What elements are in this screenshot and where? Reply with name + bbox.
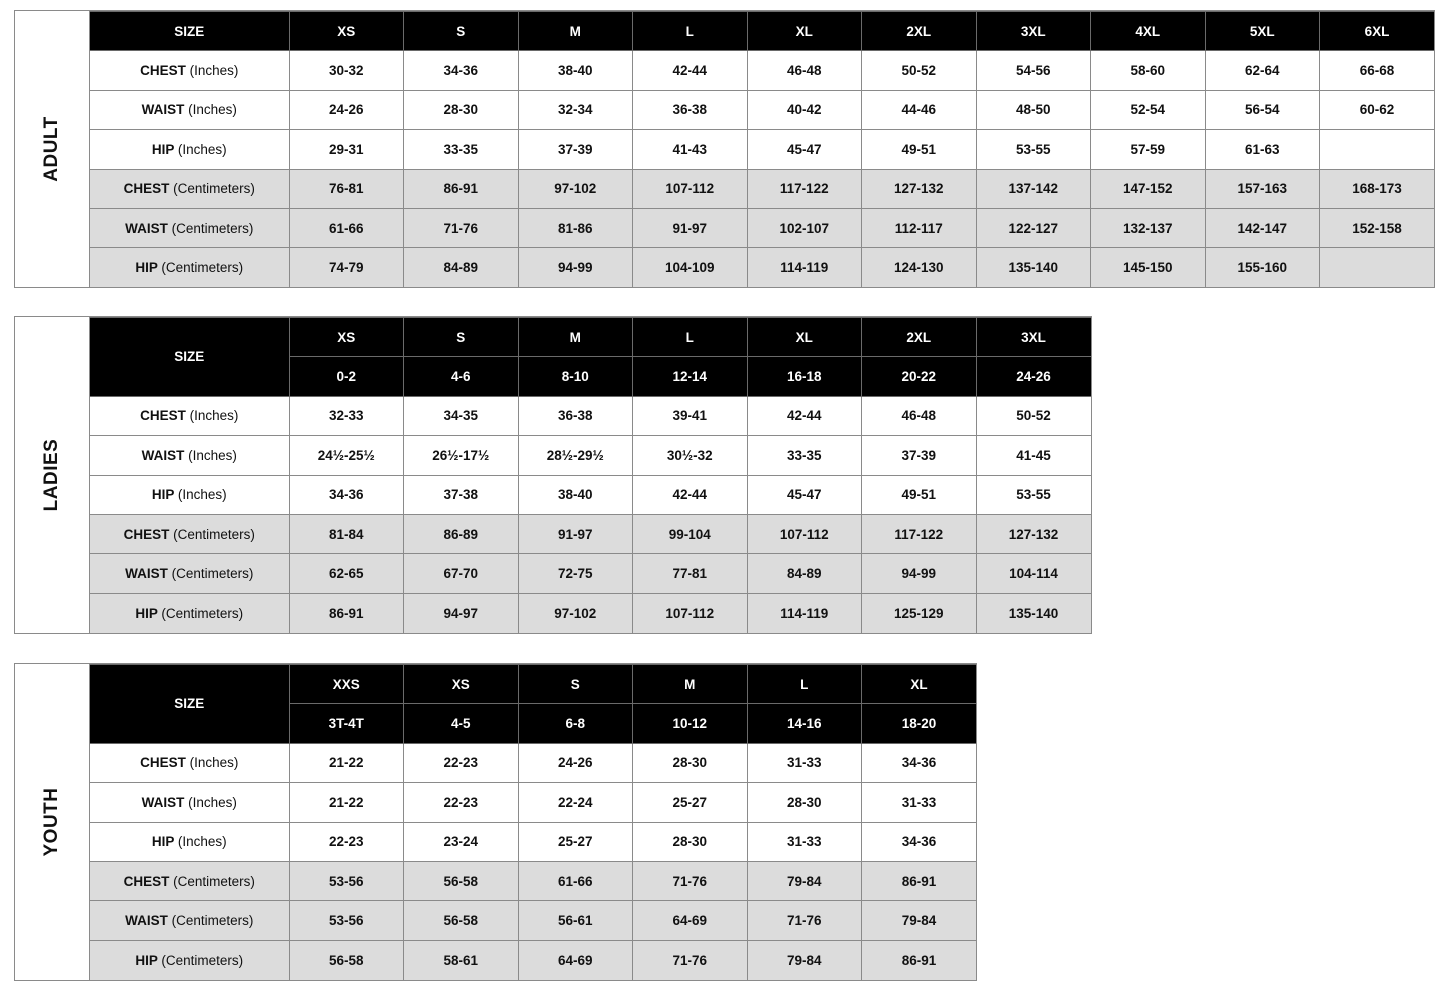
measurement-value-cell: 97-102: [518, 169, 633, 208]
adult-size-chart: [14, 10, 1435, 288]
measurement-value-cell: 61-63: [1205, 130, 1320, 169]
measurement-value-cell: 57-59: [1091, 130, 1206, 169]
measurement-value-cell: 40-42: [747, 90, 862, 129]
measurement-value-cell: 114-119: [747, 593, 862, 632]
measurement-value-cell: 71-76: [747, 901, 862, 940]
measurement-value-cell: 30½-32: [633, 436, 748, 475]
measurement-value-cell: 147-152: [1091, 169, 1206, 208]
measurement-value-cell: 56-58: [404, 901, 519, 940]
measurement-row: [90, 436, 1091, 475]
measurement-value-cell: 38-40: [518, 51, 633, 90]
numeric-size-header-cell: 10-12: [633, 704, 748, 743]
measurement-value-cell: 53-56: [289, 901, 404, 940]
size-header-row: [90, 318, 1091, 357]
measurement-value-cell: 79-84: [862, 901, 977, 940]
measurement-row: [90, 208, 1434, 247]
measurement-value-cell: 46-48: [747, 51, 862, 90]
size-header-cell: 5XL: [1205, 12, 1320, 51]
measurement-unit: (Inches): [177, 834, 227, 850]
measurement-value-cell: 31-33: [747, 822, 862, 861]
measurement-unit: (Inches): [189, 755, 239, 771]
measurement-value-cell: 45-47: [747, 130, 862, 169]
measurement-name: HIP: [135, 952, 158, 968]
measurement-value-cell: 107-112: [633, 169, 748, 208]
measurement-value-cell: [1320, 248, 1435, 287]
measurement-value-cell: 46-48: [862, 396, 977, 435]
measurement-unit: (Inches): [188, 102, 237, 118]
measurement-row: [90, 248, 1434, 287]
measurement-value-cell: 28½-29½: [518, 436, 633, 475]
measurement-label: [90, 396, 289, 435]
measurement-name: WAIST: [125, 566, 168, 582]
measurement-value-cell: 58-60: [1091, 51, 1206, 90]
measurement-label: [90, 822, 289, 861]
measurement-value-cell: 81-86: [518, 208, 633, 247]
size-header-label: SIZE: [90, 318, 289, 397]
ladies-table: [90, 317, 1091, 633]
size-header-cell: L: [747, 665, 862, 704]
measurement-value-cell: 41-43: [633, 130, 748, 169]
measurement-value-cell: 28-30: [747, 783, 862, 822]
youth-table: [90, 664, 976, 980]
measurement-value-cell: 86-91: [862, 940, 977, 979]
measurement-row: [90, 514, 1091, 553]
measurement-name: CHEST: [123, 873, 170, 889]
measurement-value-cell: 22-23: [289, 822, 404, 861]
numeric-size-header-cell: 4-6: [404, 357, 519, 396]
measurement-value-cell: 61-66: [518, 861, 633, 900]
measurement-name: WAIST: [125, 220, 168, 236]
measurement-value-cell: 50-52: [862, 51, 977, 90]
measurement-name: CHEST: [140, 63, 186, 79]
youth-title: YOUTH: [41, 787, 62, 857]
measurement-name: HIP: [135, 260, 158, 276]
measurement-value-cell: 64-69: [518, 940, 633, 979]
measurement-row: [90, 940, 976, 979]
measurement-value-cell: 79-84: [747, 861, 862, 900]
measurement-value-cell: 62-65: [289, 554, 404, 593]
measurement-value-cell: 49-51: [862, 130, 977, 169]
measurement-value-cell: 42-44: [747, 396, 862, 435]
measurement-unit: (Inches): [188, 794, 237, 810]
measurement-value-cell: 71-76: [633, 861, 748, 900]
size-header-cell: XS: [289, 318, 404, 357]
measurement-value-cell: 24-26: [289, 90, 404, 129]
numeric-size-header-cell: 14-16: [747, 704, 862, 743]
measurement-value-cell: 77-81: [633, 554, 748, 593]
measurement-value-cell: 36-38: [518, 396, 633, 435]
measurement-value-cell: 32-34: [518, 90, 633, 129]
measurement-value-cell: 135-140: [976, 593, 1091, 632]
measurement-value-cell: 34-35: [404, 396, 519, 435]
measurement-value-cell: 74-79: [289, 248, 404, 287]
numeric-size-header-cell: 24-26: [976, 357, 1091, 396]
adult-table: [90, 11, 1434, 287]
size-header-cell: 4XL: [1091, 12, 1206, 51]
measurement-label: [90, 208, 289, 247]
measurement-value-cell: 60-62: [1320, 90, 1435, 129]
measurement-value-cell: 34-36: [862, 743, 977, 782]
measurement-name: WAIST: [141, 102, 185, 118]
measurement-name: CHEST: [123, 181, 170, 197]
measurement-value-cell: 31-33: [862, 783, 977, 822]
measurement-value-cell: 23-24: [404, 822, 519, 861]
measurement-name: CHEST: [140, 755, 186, 771]
measurement-value-cell: 64-69: [633, 901, 748, 940]
measurement-row: [90, 861, 976, 900]
size-header-label: SIZE: [90, 12, 289, 51]
ladies-size-chart: [14, 316, 1092, 634]
measurement-label: [90, 169, 289, 208]
size-header-row: [90, 665, 976, 704]
size-header-cell: S: [404, 318, 519, 357]
measurement-label: [90, 593, 289, 632]
measurement-value-cell: 52-54: [1091, 90, 1206, 129]
measurement-unit: (Inches): [189, 408, 239, 424]
measurement-value-cell: 117-122: [862, 514, 977, 553]
numeric-size-header-cell: 8-10: [518, 357, 633, 396]
measurement-value-cell: 127-132: [862, 169, 977, 208]
measurement-name: WAIST: [141, 447, 185, 463]
size-header-cell: XS: [404, 665, 519, 704]
numeric-size-header-cell: 3T-4T: [289, 704, 404, 743]
measurement-value-cell: 34-36: [404, 51, 519, 90]
measurement-value-cell: 50-52: [976, 396, 1091, 435]
measurement-value-cell: 29-31: [289, 130, 404, 169]
size-header-cell: 2XL: [862, 12, 977, 51]
measurement-label: [90, 90, 289, 129]
adult-title: ADULT: [41, 116, 62, 182]
measurement-label: [90, 130, 289, 169]
measurement-value-cell: 102-107: [747, 208, 862, 247]
size-header-cell: L: [633, 12, 748, 51]
measurement-unit: (Centimeters): [161, 260, 244, 276]
measurement-value-cell: 42-44: [633, 51, 748, 90]
size-header-cell: 3XL: [976, 318, 1091, 357]
measurement-unit: (Centimeters): [161, 952, 244, 968]
measurement-value-cell: 28-30: [633, 822, 748, 861]
measurement-value-cell: [1320, 130, 1435, 169]
measurement-value-cell: 125-129: [862, 593, 977, 632]
measurement-name: CHEST: [140, 408, 186, 424]
measurement-value-cell: 53-56: [289, 861, 404, 900]
numeric-size-header-cell: 4-5: [404, 704, 519, 743]
measurement-value-cell: 22-23: [404, 783, 519, 822]
measurement-value-cell: 34-36: [289, 475, 404, 514]
measurement-value-cell: 33-35: [747, 436, 862, 475]
measurement-value-cell: 53-55: [976, 130, 1091, 169]
measurement-value-cell: 49-51: [862, 475, 977, 514]
measurement-row: [90, 783, 976, 822]
measurement-unit: (Centimeters): [173, 873, 255, 889]
measurement-value-cell: 24½-25½: [289, 436, 404, 475]
measurement-value-cell: 99-104: [633, 514, 748, 553]
measurement-value-cell: 36-38: [633, 90, 748, 129]
measurement-value-cell: 71-76: [404, 208, 519, 247]
measurement-label: [90, 51, 289, 90]
measurement-value-cell: 56-58: [404, 861, 519, 900]
size-header-cell: XL: [747, 12, 862, 51]
measurement-label: [90, 436, 289, 475]
measurement-label: [90, 743, 289, 782]
measurement-label: [90, 901, 289, 940]
size-header-row: [90, 12, 1434, 51]
measurement-value-cell: 21-22: [289, 743, 404, 782]
measurement-row: [90, 169, 1434, 208]
measurement-value-cell: 86-89: [404, 514, 519, 553]
size-header-cell: M: [518, 318, 633, 357]
measurement-label: [90, 248, 289, 287]
measurement-value-cell: 86-91: [404, 169, 519, 208]
measurement-value-cell: 25-27: [633, 783, 748, 822]
size-header-cell: XXS: [289, 665, 404, 704]
measurement-row: [90, 743, 976, 782]
size-header-label: SIZE: [90, 665, 289, 744]
measurement-name: HIP: [151, 487, 175, 503]
size-header-cell: XL: [862, 665, 977, 704]
ladies-title: LADIES: [41, 438, 62, 512]
measurement-value-cell: 39-41: [633, 396, 748, 435]
size-header-cell: 6XL: [1320, 12, 1435, 51]
measurement-unit: (Centimeters): [161, 605, 244, 621]
measurement-value-cell: 37-39: [518, 130, 633, 169]
numeric-size-header-cell: 16-18: [747, 357, 862, 396]
measurement-row: [90, 554, 1091, 593]
numeric-size-header-cell: 6-8: [518, 704, 633, 743]
measurement-unit: (Inches): [188, 447, 237, 463]
measurement-row: [90, 593, 1091, 632]
measurement-row: [90, 51, 1434, 90]
measurement-value-cell: 76-81: [289, 169, 404, 208]
measurement-value-cell: 61-66: [289, 208, 404, 247]
numeric-size-header-cell: 18-20: [862, 704, 977, 743]
measurement-value-cell: 94-99: [862, 554, 977, 593]
measurement-unit: (Centimeters): [173, 526, 255, 542]
measurement-label: [90, 514, 289, 553]
measurement-value-cell: 53-55: [976, 475, 1091, 514]
measurement-value-cell: 71-76: [633, 940, 748, 979]
adult-section-label: [15, 11, 90, 287]
measurement-value-cell: 94-97: [404, 593, 519, 632]
measurement-value-cell: 91-97: [633, 208, 748, 247]
measurement-value-cell: 56-58: [289, 940, 404, 979]
size-header-cell: L: [633, 318, 748, 357]
measurement-value-cell: 135-140: [976, 248, 1091, 287]
measurement-name: HIP: [135, 605, 158, 621]
measurement-value-cell: 28-30: [404, 90, 519, 129]
measurement-value-cell: 32-33: [289, 396, 404, 435]
measurement-value-cell: 168-173: [1320, 169, 1435, 208]
measurement-value-cell: 86-91: [862, 861, 977, 900]
measurement-name: WAIST: [125, 913, 168, 929]
measurement-label: [90, 783, 289, 822]
measurement-value-cell: 137-142: [976, 169, 1091, 208]
measurement-value-cell: 42-44: [633, 475, 748, 514]
measurement-value-cell: 22-23: [404, 743, 519, 782]
measurement-value-cell: 122-127: [976, 208, 1091, 247]
measurement-value-cell: 86-91: [289, 593, 404, 632]
measurement-value-cell: 41-45: [976, 436, 1091, 475]
measurement-value-cell: 84-89: [747, 554, 862, 593]
measurement-value-cell: 155-160: [1205, 248, 1320, 287]
measurement-value-cell: 62-64: [1205, 51, 1320, 90]
measurement-label: [90, 940, 289, 979]
measurement-value-cell: 112-117: [862, 208, 977, 247]
numeric-size-header-cell: 12-14: [633, 357, 748, 396]
measurement-value-cell: 94-99: [518, 248, 633, 287]
measurement-value-cell: 132-137: [1091, 208, 1206, 247]
numeric-size-header-cell: 0-2: [289, 357, 404, 396]
measurement-value-cell: 107-112: [633, 593, 748, 632]
measurement-value-cell: 84-89: [404, 248, 519, 287]
size-header-cell: 3XL: [976, 12, 1091, 51]
measurement-value-cell: 54-56: [976, 51, 1091, 90]
measurement-value-cell: 30-32: [289, 51, 404, 90]
measurement-unit: (Centimeters): [173, 181, 255, 197]
measurement-value-cell: 37-39: [862, 436, 977, 475]
measurement-value-cell: 124-130: [862, 248, 977, 287]
measurement-value-cell: 104-109: [633, 248, 748, 287]
measurement-value-cell: 37-38: [404, 475, 519, 514]
measurement-unit: (Centimeters): [171, 566, 254, 582]
measurement-value-cell: 97-102: [518, 593, 633, 632]
measurement-row: [90, 901, 976, 940]
size-header-cell: M: [518, 12, 633, 51]
measurement-label: [90, 554, 289, 593]
measurement-value-cell: 66-68: [1320, 51, 1435, 90]
measurement-unit: (Inches): [189, 63, 239, 79]
measurement-name: CHEST: [123, 526, 170, 542]
measurement-value-cell: 91-97: [518, 514, 633, 553]
measurement-value-cell: 104-114: [976, 554, 1091, 593]
measurement-value-cell: 45-47: [747, 475, 862, 514]
measurement-value-cell: 22-24: [518, 783, 633, 822]
measurement-value-cell: 38-40: [518, 475, 633, 514]
measurement-row: [90, 90, 1434, 129]
measurement-name: HIP: [151, 141, 175, 157]
measurement-row: [90, 130, 1434, 169]
size-header-cell: XS: [289, 12, 404, 51]
measurement-name: WAIST: [141, 794, 185, 810]
measurement-value-cell: 79-84: [747, 940, 862, 979]
measurement-value-cell: 67-70: [404, 554, 519, 593]
size-header-cell: 2XL: [862, 318, 977, 357]
measurement-value-cell: 127-132: [976, 514, 1091, 553]
measurement-value-cell: 117-122: [747, 169, 862, 208]
measurement-value-cell: 48-50: [976, 90, 1091, 129]
measurement-value-cell: 56-54: [1205, 90, 1320, 129]
measurement-unit: (Inches): [177, 487, 227, 503]
measurement-unit: (Inches): [177, 141, 227, 157]
size-header-cell: S: [404, 12, 519, 51]
measurement-value-cell: 142-147: [1205, 208, 1320, 247]
measurement-value-cell: 28-30: [633, 743, 748, 782]
measurement-value-cell: 44-46: [862, 90, 977, 129]
measurement-value-cell: 157-163: [1205, 169, 1320, 208]
measurement-value-cell: 24-26: [518, 743, 633, 782]
size-header-cell: M: [633, 665, 748, 704]
size-header-cell: XL: [747, 318, 862, 357]
measurement-row: [90, 822, 976, 861]
measurement-value-cell: 145-150: [1091, 248, 1206, 287]
measurement-value-cell: 114-119: [747, 248, 862, 287]
measurement-value-cell: 81-84: [289, 514, 404, 553]
numeric-size-header-cell: 20-22: [862, 357, 977, 396]
ladies-section-label: [15, 317, 90, 633]
measurement-label: [90, 475, 289, 514]
measurement-unit: (Centimeters): [171, 220, 254, 236]
measurement-value-cell: 152-158: [1320, 208, 1435, 247]
measurement-name: HIP: [151, 834, 175, 850]
measurement-value-cell: 58-61: [404, 940, 519, 979]
measurement-value-cell: 26½-17½: [404, 436, 519, 475]
measurement-label: [90, 861, 289, 900]
measurement-value-cell: 72-75: [518, 554, 633, 593]
measurement-unit: (Centimeters): [171, 913, 254, 929]
size-header-cell: S: [518, 665, 633, 704]
measurement-value-cell: 21-22: [289, 783, 404, 822]
measurement-value-cell: 33-35: [404, 130, 519, 169]
measurement-value-cell: 34-36: [862, 822, 977, 861]
measurement-value-cell: 56-61: [518, 901, 633, 940]
measurement-row: [90, 396, 1091, 435]
measurement-value-cell: 31-33: [747, 743, 862, 782]
measurement-row: [90, 475, 1091, 514]
measurement-value-cell: 107-112: [747, 514, 862, 553]
youth-section-label: [15, 664, 90, 980]
youth-size-chart: [14, 663, 977, 981]
measurement-value-cell: 25-27: [518, 822, 633, 861]
